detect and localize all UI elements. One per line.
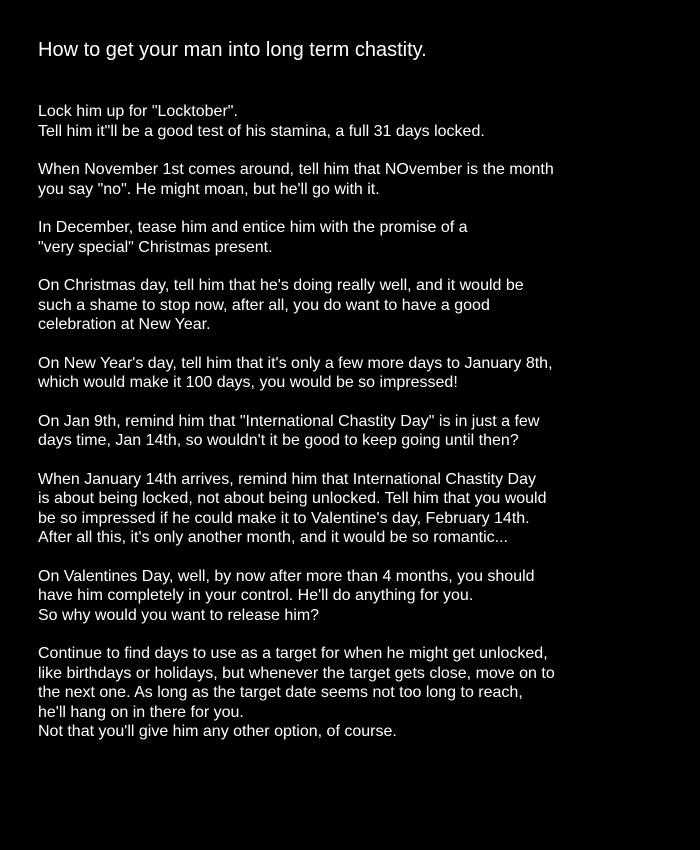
text-line: On Christmas day, tell him that he's doing really well, and it would be [38,277,524,294]
paragraph-christmas [38,276,678,335]
paragraph-jan-9 [38,412,678,451]
paragraph-december [38,218,678,257]
paragraph-continue [38,644,678,742]
text-line: which would make it 100 days, you would be so impressed! [38,374,458,391]
text-line: he'll hang on in there for you. [38,703,244,721]
text-line: such a shame to stop now, after all, you do want to have a good [38,296,490,314]
text-line: When January 14th arrives, remind him that International Chastity Day [38,470,537,488]
text-line: have him completely in your control. He'll do anything for you. [38,587,474,604]
text-line: So why would you want to release him? [38,606,320,624]
text-line: Continue to find days to use as a target for when he might get unlocked, [38,645,548,662]
text-line: be so impressed if he could make it to Valentine's day, February 14th. [38,509,530,527]
paragraph-november [38,160,678,199]
text-line: Not that you'll give him any other option, of course. [38,723,397,740]
paragraph-valentines [38,567,678,626]
text-line: is about being locked, not about being unlocked. Tell him that you would [38,490,547,507]
text-line: the next one. As long as the target date seems not too long to reach, [38,684,523,701]
text-line: days time, Jan 14th, so wouldn't it be good to keep going until then? [38,432,519,449]
text-line: On New Year's day, tell him that it's only a few more days to January 8th, [38,354,553,372]
page-title: How to get your man into long term chastity. [38,39,427,61]
paragraph-locktober [38,102,678,141]
paragraph-jan-14 [38,470,678,548]
text-line: After all this, it's only another month, and it would be so romantic... [38,529,508,546]
text-line: In December, tease him and entice him with the promise of a [38,219,468,236]
text-line: like birthdays or holidays, but whenever the target gets close, move on to [38,664,555,682]
text-line: you say "no". He might moan, but he'll go with it. [38,180,380,198]
text-line: celebration at New Year. [38,316,211,333]
text-line: On Jan 9th, remind him that "International Chastity Day" is in just a few [38,412,540,430]
text-line: On Valentines Day, well, by now after more than 4 months, you should [38,567,535,585]
text-line: "very special" Christmas present. [38,238,273,256]
text-line: When November 1st comes around, tell him that NOvember is the month [38,161,554,178]
document-body [38,102,678,761]
paragraph-new-year [38,354,678,393]
text-line: Tell him it"ll be a good test of his stamina, a full 31 days locked. [38,122,485,140]
text-line: Lock him up for "Locktober". [38,103,238,120]
